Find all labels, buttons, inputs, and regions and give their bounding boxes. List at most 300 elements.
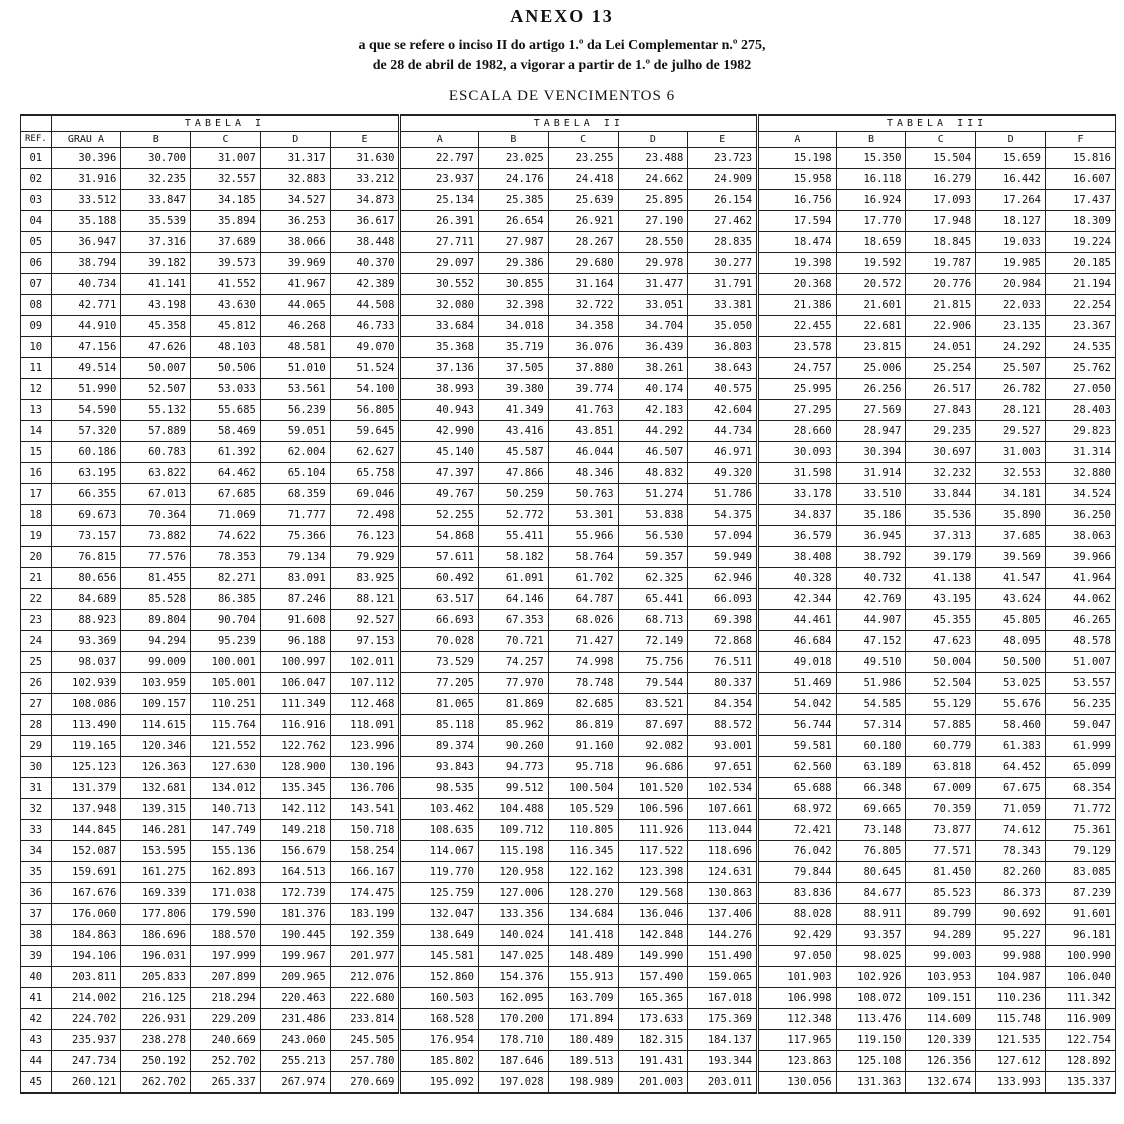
grade-header: D: [976, 132, 1046, 148]
table-cell: 96.181: [1045, 925, 1115, 946]
row-ref: 32: [21, 799, 52, 820]
table-cell: 76.123: [330, 526, 400, 547]
table-cell: 72.149: [618, 631, 688, 652]
table-cell: 24.418: [548, 169, 618, 190]
table-cell: 58.469: [191, 421, 261, 442]
table-cell: 86.373: [976, 883, 1046, 904]
table-cell: 163.709: [548, 988, 618, 1009]
table-cell: 21.815: [906, 295, 976, 316]
table-cell: 35.539: [121, 211, 191, 232]
table-cell: 110.236: [976, 988, 1046, 1009]
table-cell: 16.924: [836, 190, 906, 211]
table-cell: 53.838: [618, 505, 688, 526]
table-cell: 39.380: [478, 379, 548, 400]
table-cell: 26.782: [976, 379, 1046, 400]
table-cell: 51.986: [836, 673, 906, 694]
table-cell: 48.578: [1045, 631, 1115, 652]
table-cell: 226.931: [121, 1009, 191, 1030]
grade-header: D: [618, 132, 688, 148]
table-cell: 25.006: [836, 358, 906, 379]
table-cell: 205.833: [121, 967, 191, 988]
table-cell: 65.688: [758, 778, 837, 799]
row-ref: 21: [21, 568, 52, 589]
table-row: [21, 484, 1116, 505]
table-cell: 85.962: [478, 715, 548, 736]
table-cell: 133.993: [976, 1072, 1046, 1094]
table-cell: 73.877: [906, 820, 976, 841]
row-ref: 09: [21, 316, 52, 337]
table-cell: 114.615: [121, 715, 191, 736]
table-cell: 32.722: [548, 295, 618, 316]
table-cell: 82.260: [976, 862, 1046, 883]
table-cell: 84.677: [836, 883, 906, 904]
row-ref: 02: [21, 169, 52, 190]
table-cell: 106.040: [1045, 967, 1115, 988]
table-cell: 70.359: [906, 799, 976, 820]
table-cell: 44.508: [330, 295, 400, 316]
table-cell: 15.504: [906, 148, 976, 169]
table-cell: 97.651: [688, 757, 758, 778]
table-cell: 20.984: [976, 274, 1046, 295]
table-cell: 147.749: [191, 820, 261, 841]
table-cell: 125.123: [51, 757, 121, 778]
table-cell: 23.255: [548, 148, 618, 169]
table-cell: 23.367: [1045, 316, 1115, 337]
table-row: [21, 946, 1116, 967]
table-cell: 81.450: [906, 862, 976, 883]
table-cell: 109.712: [478, 820, 548, 841]
table-row: [21, 463, 1116, 484]
table-cell: 45.358: [121, 316, 191, 337]
table-cell: 56.530: [618, 526, 688, 547]
table-cell: 85.528: [121, 589, 191, 610]
table-cell: 51.524: [330, 358, 400, 379]
table-cell: 79.844: [758, 862, 837, 883]
table-cell: 29.978: [618, 253, 688, 274]
table-cell: 100.504: [548, 778, 618, 799]
table-cell: 124.631: [688, 862, 758, 883]
table-cell: 57.885: [906, 715, 976, 736]
table-cell: 155.136: [191, 841, 261, 862]
table-cell: 20.368: [758, 274, 837, 295]
table-cell: 67.353: [478, 610, 548, 631]
table-cell: 143.541: [330, 799, 400, 820]
table-cell: 28.550: [618, 232, 688, 253]
table-cell: 83.085: [1045, 862, 1115, 883]
table-row: [21, 799, 1116, 820]
table-cell: 68.713: [618, 610, 688, 631]
table-cell: 116.909: [1045, 1009, 1115, 1030]
table-cell: 56.805: [330, 400, 400, 421]
table-cell: 199.967: [260, 946, 330, 967]
table-cell: 42.769: [836, 589, 906, 610]
table-cell: 51.274: [618, 484, 688, 505]
table-cell: 174.475: [330, 883, 400, 904]
table-cell: 41.763: [548, 400, 618, 421]
table-cell: 56.239: [260, 400, 330, 421]
table-cell: 83.836: [758, 883, 837, 904]
table-cell: 109.151: [906, 988, 976, 1009]
table-cell: 119.165: [51, 736, 121, 757]
table-cell: 115.748: [976, 1009, 1046, 1030]
table-cell: 146.281: [121, 820, 191, 841]
table-cell: 33.051: [618, 295, 688, 316]
table-cell: 22.254: [1045, 295, 1115, 316]
table-cell: 66.093: [688, 589, 758, 610]
table-cell: 229.209: [191, 1009, 261, 1030]
table-cell: 39.179: [906, 547, 976, 568]
table-cell: 37.689: [191, 232, 261, 253]
table-cell: 71.777: [260, 505, 330, 526]
table-cell: 71.059: [976, 799, 1046, 820]
table-cell: 173.633: [618, 1009, 688, 1030]
table-cell: 57.889: [121, 421, 191, 442]
table-cell: 176.060: [51, 904, 121, 925]
table-cell: 17.437: [1045, 190, 1115, 211]
table-cell: 37.685: [976, 526, 1046, 547]
row-ref: 22: [21, 589, 52, 610]
table-cell: 108.072: [836, 988, 906, 1009]
table-cell: 140.713: [191, 799, 261, 820]
table-cell: 166.167: [330, 862, 400, 883]
grade-header: D: [260, 132, 330, 148]
table-cell: 90.704: [191, 610, 261, 631]
table-cell: 28.121: [976, 400, 1046, 421]
row-ref: 20: [21, 547, 52, 568]
table-cell: 55.685: [191, 400, 261, 421]
table-cell: 23.815: [836, 337, 906, 358]
table-cell: 113.490: [51, 715, 121, 736]
table-cell: 75.361: [1045, 820, 1115, 841]
table-cell: 33.212: [330, 169, 400, 190]
table-cell: 15.350: [836, 148, 906, 169]
table-cell: 30.697: [906, 442, 976, 463]
table-cell: 49.320: [688, 463, 758, 484]
table-cell: 54.868: [400, 526, 479, 547]
table-cell: 224.702: [51, 1009, 121, 1030]
table-cell: 89.799: [906, 904, 976, 925]
row-ref: 10: [21, 337, 52, 358]
table-cell: 16.442: [976, 169, 1046, 190]
table-cell: 34.704: [618, 316, 688, 337]
table-cell: 59.949: [688, 547, 758, 568]
table-cell: 114.067: [400, 841, 479, 862]
table-cell: 97.153: [330, 631, 400, 652]
grade-header: A: [400, 132, 479, 148]
table-cell: 32.232: [906, 463, 976, 484]
table-cell: 108.086: [51, 694, 121, 715]
table-cell: 34.873: [330, 190, 400, 211]
table-cell: 32.880: [1045, 463, 1115, 484]
table-cell: 40.943: [400, 400, 479, 421]
table-cell: 26.517: [906, 379, 976, 400]
table-cell: 30.855: [478, 274, 548, 295]
table-cell: 41.141: [121, 274, 191, 295]
table-cell: 198.989: [548, 1072, 618, 1094]
table-cell: 39.569: [976, 547, 1046, 568]
table-cell: 22.906: [906, 316, 976, 337]
table-cell: 92.527: [330, 610, 400, 631]
table-cell: 111.349: [260, 694, 330, 715]
table-row: [21, 337, 1116, 358]
table-cell: 270.669: [330, 1072, 400, 1094]
table-cell: 29.527: [976, 421, 1046, 442]
table-cell: 32.553: [976, 463, 1046, 484]
table-cell: 79.544: [618, 673, 688, 694]
table-row: [21, 883, 1116, 904]
table-cell: 120.339: [906, 1030, 976, 1051]
table-cell: 130.056: [758, 1072, 837, 1094]
table-cell: 27.711: [400, 232, 479, 253]
table-cell: 126.363: [121, 757, 191, 778]
table-cell: 38.063: [1045, 526, 1115, 547]
table-cell: 28.267: [548, 232, 618, 253]
row-ref: 39: [21, 946, 52, 967]
table-cell: 235.937: [51, 1030, 121, 1051]
table-cell: 109.157: [121, 694, 191, 715]
table-cell: 88.121: [330, 589, 400, 610]
table-cell: 71.772: [1045, 799, 1115, 820]
table-cell: 78.353: [191, 547, 261, 568]
table-cell: 35.186: [836, 505, 906, 526]
table-cell: 63.195: [51, 463, 121, 484]
table-cell: 132.674: [906, 1072, 976, 1094]
table-cell: 64.146: [478, 589, 548, 610]
table-cell: 41.964: [1045, 568, 1115, 589]
table-cell: 35.188: [51, 211, 121, 232]
table-cell: 101.903: [758, 967, 837, 988]
table-cell: 129.568: [618, 883, 688, 904]
table-cell: 60.783: [121, 442, 191, 463]
table-cell: 34.358: [548, 316, 618, 337]
table-cell: 50.007: [121, 358, 191, 379]
table-cell: 36.076: [548, 337, 618, 358]
row-ref: 43: [21, 1030, 52, 1051]
table-cell: 54.375: [688, 505, 758, 526]
table-cell: 61.392: [191, 442, 261, 463]
table-cell: 108.635: [400, 820, 479, 841]
row-ref: 40: [21, 967, 52, 988]
table-cell: 60.186: [51, 442, 121, 463]
table-cell: 19.592: [836, 253, 906, 274]
table-cell: 135.337: [1045, 1072, 1115, 1094]
table-cell: 78.343: [976, 841, 1046, 862]
table-cell: 48.832: [618, 463, 688, 484]
table-cell: 25.254: [906, 358, 976, 379]
table-cell: 42.771: [51, 295, 121, 316]
table-cell: 123.863: [758, 1051, 837, 1072]
table-cell: 86.819: [548, 715, 618, 736]
table-cell: 15.958: [758, 169, 837, 190]
table-cell: 26.154: [688, 190, 758, 211]
table-row: [21, 148, 1116, 169]
table-row: [21, 358, 1116, 379]
table-cell: 72.421: [758, 820, 837, 841]
table-cell: 55.129: [906, 694, 976, 715]
table-cell: 81.869: [478, 694, 548, 715]
table-cell: 33.178: [758, 484, 837, 505]
table-cell: 63.517: [400, 589, 479, 610]
table-cell: 34.837: [758, 505, 837, 526]
table-cell: 36.945: [836, 526, 906, 547]
subtitle-line-2: de 28 de abril de 1982, a vigorar a partir de 1.º de julho de 1982: [372, 58, 752, 73]
grade-header: E: [330, 132, 400, 148]
table-cell: 69.673: [51, 505, 121, 526]
table-cell: 37.136: [400, 358, 479, 379]
table-cell: 42.344: [758, 589, 837, 610]
table-cell: 94.773: [478, 757, 548, 778]
table-row: [21, 442, 1116, 463]
row-ref: 25: [21, 652, 52, 673]
group-header-row: [21, 115, 1116, 132]
table-cell: 190.445: [260, 925, 330, 946]
table-cell: 119.770: [400, 862, 479, 883]
table-cell: 88.028: [758, 904, 837, 925]
table-cell: 46.971: [688, 442, 758, 463]
table-cell: 55.132: [121, 400, 191, 421]
table-cell: 18.659: [836, 232, 906, 253]
table-cell: 113.476: [836, 1009, 906, 1030]
table-cell: 17.594: [758, 211, 837, 232]
table-cell: 79.134: [260, 547, 330, 568]
table-cell: 78.748: [548, 673, 618, 694]
table-cell: 102.534: [688, 778, 758, 799]
table-cell: 197.999: [191, 946, 261, 967]
table-cell: 38.066: [260, 232, 330, 253]
table-cell: 152.087: [51, 841, 121, 862]
table-cell: 65.099: [1045, 757, 1115, 778]
table-cell: 41.547: [976, 568, 1046, 589]
table-cell: 48.103: [191, 337, 261, 358]
table-row: [21, 967, 1116, 988]
table-row: [21, 1030, 1116, 1051]
table-cell: 53.561: [260, 379, 330, 400]
table-cell: 115.764: [191, 715, 261, 736]
table-cell: 145.581: [400, 946, 479, 967]
table-cell: 137.948: [51, 799, 121, 820]
table-cell: 195.092: [400, 1072, 479, 1094]
table-cell: 149.990: [618, 946, 688, 967]
table-cell: 112.348: [758, 1009, 837, 1030]
table-cell: 32.235: [121, 169, 191, 190]
table-row: [21, 631, 1116, 652]
table-row: [21, 925, 1116, 946]
table-cell: 31.007: [191, 148, 261, 169]
table-cell: 33.512: [51, 190, 121, 211]
table-row: [21, 736, 1116, 757]
table-cell: 24.909: [688, 169, 758, 190]
table-cell: 185.802: [400, 1051, 479, 1072]
table-cell: 134.684: [548, 904, 618, 925]
table-cell: 121.535: [976, 1030, 1046, 1051]
table-cell: 180.489: [548, 1030, 618, 1051]
table-cell: 88.911: [836, 904, 906, 925]
row-ref: 12: [21, 379, 52, 400]
table-cell: 64.462: [191, 463, 261, 484]
table-cell: 28.947: [836, 421, 906, 442]
table-cell: 127.612: [976, 1051, 1046, 1072]
table-cell: 31.791: [688, 274, 758, 295]
row-ref: 08: [21, 295, 52, 316]
table-cell: 46.044: [548, 442, 618, 463]
table-cell: 18.127: [976, 211, 1046, 232]
table-cell: 19.033: [976, 232, 1046, 253]
table-cell: 87.697: [618, 715, 688, 736]
table-cell: 167.676: [51, 883, 121, 904]
table-cell: 49.514: [51, 358, 121, 379]
table-cell: 88.923: [51, 610, 121, 631]
table-cell: 57.094: [688, 526, 758, 547]
table-cell: 247.734: [51, 1051, 121, 1072]
table-cell: 17.264: [976, 190, 1046, 211]
table-cell: 27.050: [1045, 379, 1115, 400]
table-cell: 209.965: [260, 967, 330, 988]
table-cell: 77.576: [121, 547, 191, 568]
table-cell: 30.093: [758, 442, 837, 463]
table-cell: 35.890: [976, 505, 1046, 526]
table-cell: 36.579: [758, 526, 837, 547]
table-cell: 83.521: [618, 694, 688, 715]
table-cell: 31.916: [51, 169, 121, 190]
table-cell: 65.441: [618, 589, 688, 610]
table-cell: 49.018: [758, 652, 837, 673]
row-ref: 18: [21, 505, 52, 526]
table-row: [21, 400, 1116, 421]
table-cell: 39.774: [548, 379, 618, 400]
table-cell: 44.292: [618, 421, 688, 442]
table-cell: 53.301: [548, 505, 618, 526]
table-cell: 118.091: [330, 715, 400, 736]
grade-header: B: [121, 132, 191, 148]
table-cell: 73.157: [51, 526, 121, 547]
table-cell: 34.181: [976, 484, 1046, 505]
table-cell: 92.429: [758, 925, 837, 946]
table-cell: 136.046: [618, 904, 688, 925]
table-cell: 60.180: [836, 736, 906, 757]
table-cell: 153.595: [121, 841, 191, 862]
table-cell: 32.557: [191, 169, 261, 190]
table-cell: 43.195: [906, 589, 976, 610]
table-cell: 104.488: [478, 799, 548, 820]
table-cell: 50.763: [548, 484, 618, 505]
table-cell: 73.882: [121, 526, 191, 547]
row-ref: 29: [21, 736, 52, 757]
table-cell: 47.152: [836, 631, 906, 652]
table-cell: 19.985: [976, 253, 1046, 274]
table-cell: 45.587: [478, 442, 548, 463]
table-cell: 25.895: [618, 190, 688, 211]
table-cell: 158.254: [330, 841, 400, 862]
table-cell: 38.993: [400, 379, 479, 400]
table-cell: 38.448: [330, 232, 400, 253]
table-cell: 32.883: [260, 169, 330, 190]
table-cell: 18.474: [758, 232, 837, 253]
table-cell: 196.031: [121, 946, 191, 967]
table-cell: 43.851: [548, 421, 618, 442]
table-cell: 71.427: [548, 631, 618, 652]
row-ref: 41: [21, 988, 52, 1009]
table-cell: 68.026: [548, 610, 618, 631]
table-cell: 102.926: [836, 967, 906, 988]
table-cell: 73.148: [836, 820, 906, 841]
table-cell: 164.513: [260, 862, 330, 883]
table-cell: 49.070: [330, 337, 400, 358]
table-cell: 27.569: [836, 400, 906, 421]
table-cell: 35.719: [478, 337, 548, 358]
table-cell: 191.431: [618, 1051, 688, 1072]
table-cell: 222.680: [330, 988, 400, 1009]
table-cell: 18.845: [906, 232, 976, 253]
